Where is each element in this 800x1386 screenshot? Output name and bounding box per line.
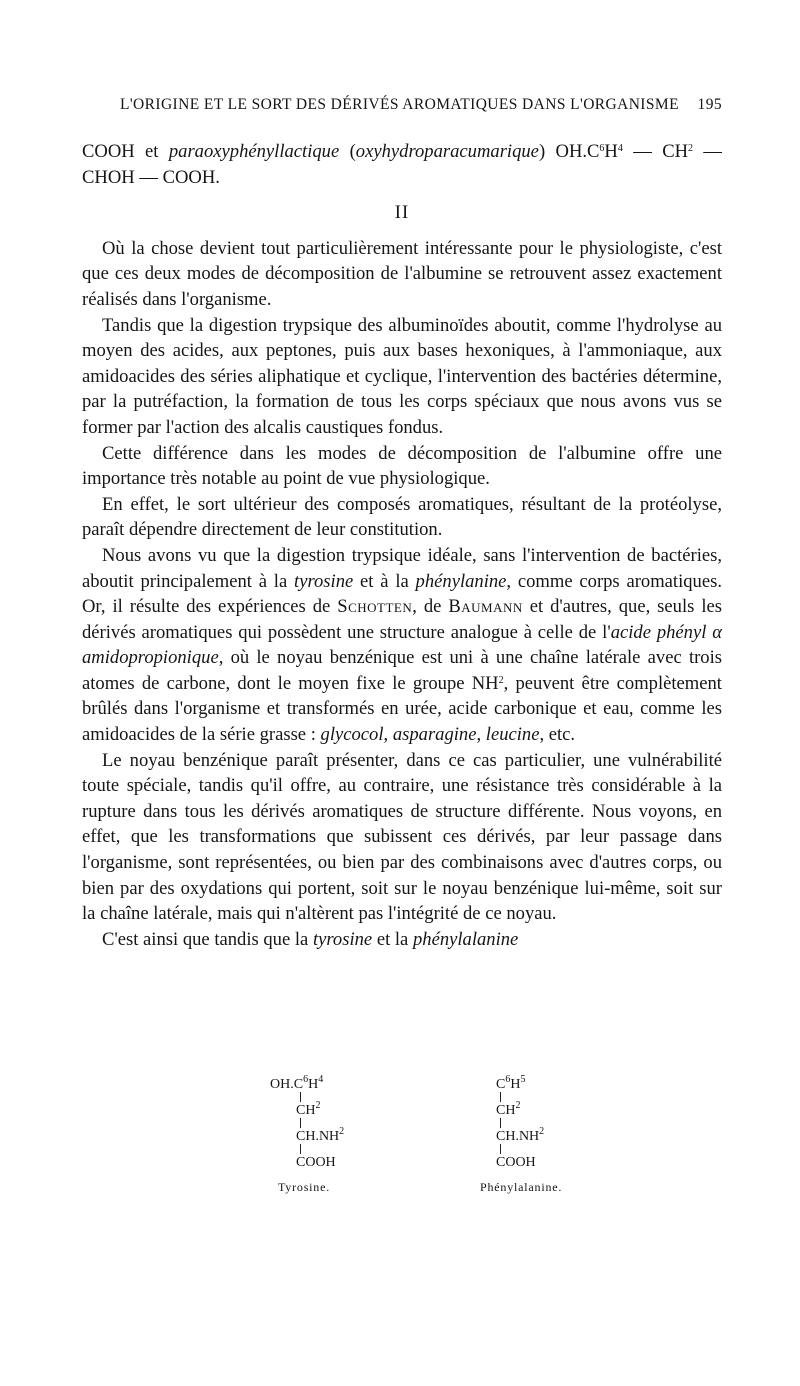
superscript: 2 <box>339 1126 345 1137</box>
italic-term: tyrosine <box>294 570 354 592</box>
bond-line <box>300 1092 301 1102</box>
superscript: 2 <box>539 1126 545 1137</box>
formula-text: H <box>510 1077 521 1092</box>
text-run: et la <box>372 928 413 950</box>
italic-term: phénylalanine <box>412 928 519 950</box>
page-number: 195 <box>697 96 722 113</box>
text-run: , <box>383 724 393 746</box>
formula-text: OH.C <box>270 1077 304 1092</box>
formula-text: C <box>496 1077 506 1092</box>
italic-term: glycocol <box>320 724 384 746</box>
italic-term: phénylanine <box>415 570 507 592</box>
formula-text: CH.NH <box>496 1129 540 1144</box>
text-run: C'est ainsi que tandis que la <box>102 928 313 950</box>
formula-phenylalanine <box>480 1074 563 1195</box>
text-run: , etc. <box>539 724 576 746</box>
paragraph: En effet, le sort ultérieur des composés aromatiques, résultant de la protéolyse, paraît dépendre directement de leur constitution. <box>82 493 722 541</box>
superscript: 6 <box>505 1074 511 1085</box>
text-run: — CHOH — COOH. <box>82 141 722 188</box>
superscript: 4 <box>318 1074 324 1085</box>
text-run: , où le noyau benzénique est uni à une chaîne latérale avec trois atomes de carbone, dont le moyen fixe le groupe NH <box>82 647 722 694</box>
running-header <box>82 96 722 120</box>
formula-text: CH <box>496 1103 516 1118</box>
section-heading: II <box>394 202 410 224</box>
paragraph: Cette différence dans les modes de décomposition de l'albumine offre une importance très notable au point de vue physiologique. <box>82 442 722 490</box>
italic-term: asparagine <box>392 724 477 746</box>
text-run: , peuvent être complètement brûlés dans l'organisme et transformés en urée, acide carbonique et eau, comme les amidoacides de la série grasse : <box>82 672 722 746</box>
italic-term: tyrosine <box>312 928 373 950</box>
text-run: et d'autres, que, seuls les dérivés aromatiques qui possèdent une structure analogue à celle de l' <box>82 596 722 643</box>
formula-caption: Phénylalanine. <box>480 1180 563 1194</box>
text-run: ( <box>339 141 356 162</box>
formula-row <box>270 1100 344 1118</box>
formula-text: CH <box>296 1103 316 1118</box>
text-run: COOH et <box>82 141 169 162</box>
bond-line <box>300 1144 301 1154</box>
formula-text: COOH <box>296 1155 336 1170</box>
paragraph: Où la chose devient tout particulièrement intéressante pour le physiologiste, c'est que ces deux modes de décomposition de l'albumine se retrouvent assez exactement réalisés dans l'organisme. <box>82 237 722 310</box>
structural-formulas <box>0 1074 800 1228</box>
text-run: ) OH.C <box>538 141 600 162</box>
formula-row <box>480 1100 562 1118</box>
text-run: et à la <box>353 570 416 592</box>
text-run: H <box>604 141 618 162</box>
bond-line <box>300 1118 301 1128</box>
formula-row <box>480 1074 562 1092</box>
superscript: 5 <box>520 1074 526 1085</box>
italic-term: paraoxyphényllactique <box>168 141 340 162</box>
paragraph: Tandis que la digestion trypsique des albuminoïdes aboutit, comme l'hydrolyse au moyen des acides, aux peptones, puis aux bases hexoniques, à l'ammoniaque, aux amidoacides des séries aliphatique et cyclique, l'intervention des bactéries détermine, par la putréfaction, la formation de tous les corps spéciaux que nous avons vus se former par l'action des alcalis caustiques fondus. <box>82 314 722 438</box>
italic-term: oxyhydroparacumarique <box>355 141 539 162</box>
formula-text: H <box>308 1077 319 1092</box>
bond-line <box>500 1118 501 1128</box>
formula-row <box>270 1156 344 1170</box>
paragraph <box>82 543 722 748</box>
text-run: , comme corps aromatiques. Or, il résulte des expériences de <box>82 570 722 618</box>
italic-term: leucine <box>485 724 540 746</box>
superscript: 2 <box>688 143 694 154</box>
paragraph-continuation <box>82 139 722 190</box>
superscript: 2 <box>315 1100 321 1111</box>
superscript: 2 <box>498 674 504 686</box>
formula-tyrosine <box>270 1074 345 1195</box>
author-name: Schotten <box>337 596 413 618</box>
running-title: L'ORIGINE ET LE SORT DES DÉRIVÉS AROMATIQUES DANS L'ORGANISME <box>120 96 679 113</box>
formula-row <box>480 1126 562 1144</box>
formula-row <box>270 1074 344 1092</box>
text-run: , de <box>412 596 449 618</box>
text-run: , <box>476 724 486 746</box>
italic-term: acide phényl α amidopropionique <box>82 621 722 669</box>
superscript: 4 <box>617 143 623 154</box>
text-run: — CH <box>622 141 689 162</box>
formula-row <box>270 1126 345 1144</box>
formula-row <box>480 1156 562 1170</box>
superscript: 2 <box>515 1100 521 1111</box>
author-name: Baumann <box>448 596 523 618</box>
formula-text: CH.NH <box>296 1129 340 1144</box>
formula-text: COOH <box>496 1155 536 1170</box>
text-run: Nous avons vu que la digestion trypsique idéale, sans l'intervention de bactéries, aboutit principalement à la <box>82 544 722 592</box>
superscript: 6 <box>303 1074 309 1085</box>
bond <box>480 1092 562 1104</box>
formula-caption: Tyrosine. <box>278 1180 331 1194</box>
bond-line <box>500 1144 501 1154</box>
paragraph: Le noyau benzénique paraît présenter, dans ce cas particulier, une vulnérabilité toute spéciale, tandis qu'il offre, au contraire, une résistance très considérable à la rupture dans tous les dérivés aromatiques de structure différente. Nous voyons, en effet, que les transformations que subissent ces dérivés, par leur passage dans l'organisme, sont représentées, ou bien par des combinaisons avec d'autres corps, ou bien par des oxydations qui portent, soit sur le noyau benzénique lui-même, soit sur la chaîne latérale, mais qui n'altèrent pas l'intégrité de ce noyau. <box>82 749 722 925</box>
main-text <box>82 139 722 952</box>
paragraph <box>82 927 722 953</box>
superscript: 6 <box>599 143 605 154</box>
bond-line <box>500 1092 501 1102</box>
